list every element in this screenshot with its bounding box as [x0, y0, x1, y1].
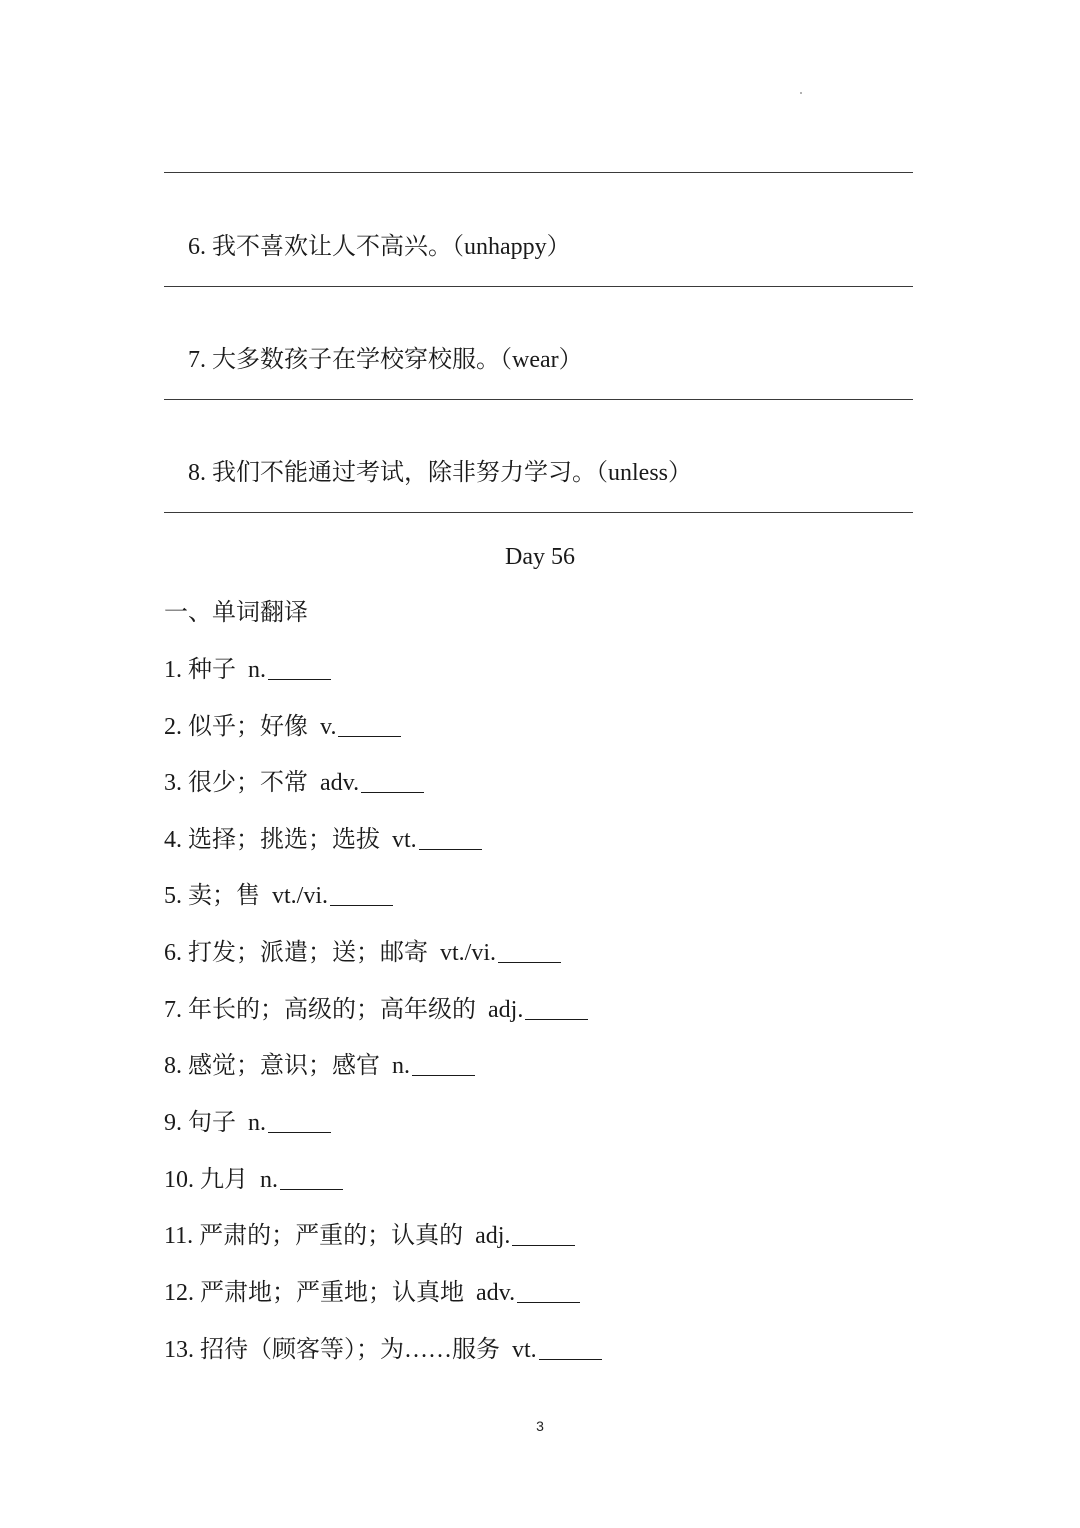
vocab-item — [164, 1051, 475, 1081]
scan-speck — [800, 92, 802, 94]
vocab-item — [164, 1165, 343, 1195]
answer-blank[interactable] — [412, 1075, 475, 1076]
translation-item-7 — [164, 315, 583, 405]
item-number: 8. — [164, 1053, 182, 1079]
item-number: 13. — [164, 1337, 194, 1363]
vocab-item — [164, 712, 401, 742]
vocab-item — [164, 995, 588, 1025]
item-prompt: 我们不能通过考试，除非努力学习。（unless） — [212, 460, 692, 486]
answer-blank[interactable] — [361, 792, 424, 793]
day-title: Day 56 — [505, 544, 575, 570]
answer-line-6 — [164, 286, 913, 287]
item-number: 12. — [164, 1280, 194, 1306]
item-definition: 九月 n. — [200, 1167, 278, 1193]
item-definition: 年长的；高级的；高年级的 adj. — [188, 997, 524, 1023]
vocab-item — [164, 655, 331, 685]
answer-blank[interactable] — [268, 1132, 331, 1133]
item-prompt: 我不喜欢让人不高兴。（unhappy） — [212, 234, 571, 260]
item-number: 9. — [164, 1110, 182, 1136]
answer-blank[interactable] — [268, 679, 331, 680]
answer-blank[interactable] — [419, 849, 482, 850]
item-definition: 招待（顾客等）；为……服务 vt. — [200, 1337, 537, 1363]
answer-blank[interactable] — [498, 962, 561, 963]
answer-blank[interactable] — [539, 1359, 602, 1360]
item-definition: 选择；挑选；选拔 vt. — [188, 827, 417, 853]
section-title: 一、单词翻译 — [164, 600, 308, 626]
translation-item-6 — [164, 202, 571, 292]
item-definition: 严肃的；严重的；认真的 adj. — [199, 1223, 511, 1249]
item-definition: 句子 n. — [188, 1110, 266, 1136]
item-number: 2. — [164, 714, 182, 740]
answer-blank[interactable] — [338, 736, 401, 737]
vocab-item — [164, 881, 393, 911]
answer-blank[interactable] — [525, 1019, 588, 1020]
item-number: 10. — [164, 1167, 194, 1193]
item-number: 1. — [164, 657, 182, 683]
translation-item-8 — [164, 428, 692, 518]
vocab-item — [164, 825, 482, 855]
item-number: 6. — [188, 234, 206, 260]
item-number: 8. — [188, 460, 206, 486]
item-number: 11. — [164, 1223, 194, 1249]
item-definition: 似乎；好像 v. — [188, 714, 337, 740]
vocab-item — [164, 1278, 580, 1308]
answer-blank[interactable] — [330, 905, 393, 906]
item-definition: 很少；不常 adv. — [188, 770, 360, 796]
item-number: 7. — [164, 997, 182, 1023]
vocab-item — [164, 1108, 331, 1138]
answer-line-8 — [164, 512, 913, 513]
page-number: 3 — [536, 1418, 544, 1434]
answer-line-5 — [164, 172, 913, 173]
item-number: 5. — [164, 883, 182, 909]
item-number: 3. — [164, 770, 182, 796]
vocab-item — [164, 1335, 602, 1365]
item-number: 7. — [188, 347, 206, 373]
item-prompt: 大多数孩子在学校穿校服。（wear） — [212, 347, 583, 373]
answer-blank[interactable] — [512, 1245, 575, 1246]
item-definition: 种子 n. — [188, 657, 266, 683]
item-definition: 感觉；意识；感官 n. — [188, 1053, 410, 1079]
item-definition: 打发；派遣；送；邮寄 vt./vi. — [188, 940, 497, 966]
vocab-item — [164, 938, 561, 968]
item-number: 6. — [164, 940, 182, 966]
answer-line-7 — [164, 399, 913, 400]
vocab-item — [164, 768, 424, 798]
item-number: 4. — [164, 827, 182, 853]
answer-blank[interactable] — [517, 1302, 580, 1303]
vocab-item — [164, 1221, 575, 1251]
answer-blank[interactable] — [280, 1189, 343, 1190]
item-definition: 卖；售 vt./vi. — [188, 883, 329, 909]
item-definition: 严肃地；严重地；认真地 adv. — [200, 1280, 516, 1306]
